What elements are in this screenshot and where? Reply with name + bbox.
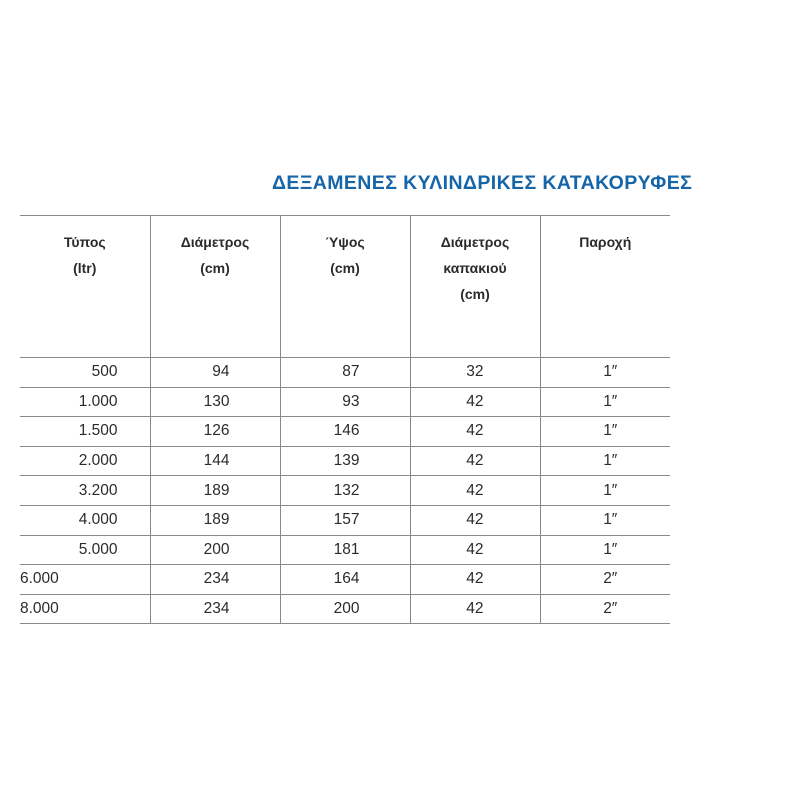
- page-title: ΔΕΞΑΜΕΝΕΣ ΚΥΛΙΝΔΡΙΚΕΣ ΚΑΤΑΚΟΡΥΦΕΣ: [272, 172, 693, 194]
- cell-type: 3.200: [78, 481, 118, 499]
- table-row: [20, 594, 670, 624]
- cell-type: 5.000: [78, 540, 118, 558]
- cell-flow: 1″: [540, 535, 670, 565]
- cell-type: 1.000: [78, 392, 118, 410]
- cell-height: 132: [280, 476, 410, 506]
- cell-height: 87: [280, 358, 410, 388]
- cell-height: 139: [280, 446, 410, 476]
- header-lid-diameter: [410, 216, 540, 358]
- header-type-unit: (ltr): [73, 260, 97, 276]
- cell-lid-diameter: 42: [410, 505, 540, 535]
- cell-diameter: 189: [150, 505, 280, 535]
- cell-lid-diameter: 42: [410, 446, 540, 476]
- cell-type: 8.000: [20, 600, 59, 618]
- table-row: [20, 387, 670, 417]
- header-type-line: Τύπος: [63, 234, 106, 250]
- table-row: [20, 565, 670, 595]
- cell-flow: 1″: [540, 387, 670, 417]
- table-row: [20, 446, 670, 476]
- cell-type: 4.000: [78, 511, 118, 529]
- table-row: [20, 535, 670, 565]
- tank-specs-table: [20, 215, 670, 624]
- header-height-line: Ύψος: [325, 234, 365, 250]
- cell-type: 500: [91, 363, 118, 381]
- cell-flow: 1″: [540, 446, 670, 476]
- header-lid-line2: καπακιού: [443, 260, 507, 276]
- header-diameter: [150, 216, 280, 358]
- cell-lid-diameter: 42: [410, 594, 540, 624]
- cell-diameter: 234: [150, 594, 280, 624]
- cell-flow: 1″: [540, 417, 670, 447]
- cell-height: 146: [280, 417, 410, 447]
- header-lid-line1: Διάμετρος: [440, 234, 510, 250]
- cell-flow: 1″: [540, 476, 670, 506]
- cell-lid-diameter: 42: [410, 387, 540, 417]
- table-row: [20, 476, 670, 506]
- cell-lid-diameter: 42: [410, 565, 540, 595]
- header-type: [20, 216, 150, 358]
- table-row: [20, 417, 670, 447]
- cell-type: 2.000: [78, 452, 118, 470]
- cell-type: 1.500: [78, 422, 118, 440]
- cell-diameter: 130: [150, 387, 280, 417]
- header-lid-unit: (cm): [460, 286, 490, 302]
- cell-height: 157: [280, 505, 410, 535]
- cell-type: 6.000: [20, 570, 59, 588]
- header-flow: [540, 216, 670, 358]
- cell-flow: 2″: [540, 594, 670, 624]
- cell-height: 181: [280, 535, 410, 565]
- header-diameter-line: Διάμετρος: [180, 234, 250, 250]
- cell-diameter: 144: [150, 446, 280, 476]
- header-diameter-unit: (cm): [200, 260, 230, 276]
- cell-diameter: 234: [150, 565, 280, 595]
- cell-flow: 1″: [540, 505, 670, 535]
- cell-diameter: 200: [150, 535, 280, 565]
- cell-lid-diameter: 42: [410, 476, 540, 506]
- header-flow-line: Παροχή: [579, 234, 632, 250]
- header-height: [280, 216, 410, 358]
- cell-flow: 2″: [540, 565, 670, 595]
- cell-height: 164: [280, 565, 410, 595]
- cell-diameter: 126: [150, 417, 280, 447]
- table-header-row: [20, 216, 670, 358]
- header-height-unit: (cm): [330, 260, 360, 276]
- table-row: [20, 505, 670, 535]
- cell-diameter: 94: [150, 358, 280, 388]
- table-row: [20, 358, 670, 388]
- cell-height: 200: [280, 594, 410, 624]
- cell-lid-diameter: 32: [410, 358, 540, 388]
- cell-diameter: 189: [150, 476, 280, 506]
- cell-flow: 1″: [540, 358, 670, 388]
- cell-lid-diameter: 42: [410, 535, 540, 565]
- cell-lid-diameter: 42: [410, 417, 540, 447]
- cell-height: 93: [280, 387, 410, 417]
